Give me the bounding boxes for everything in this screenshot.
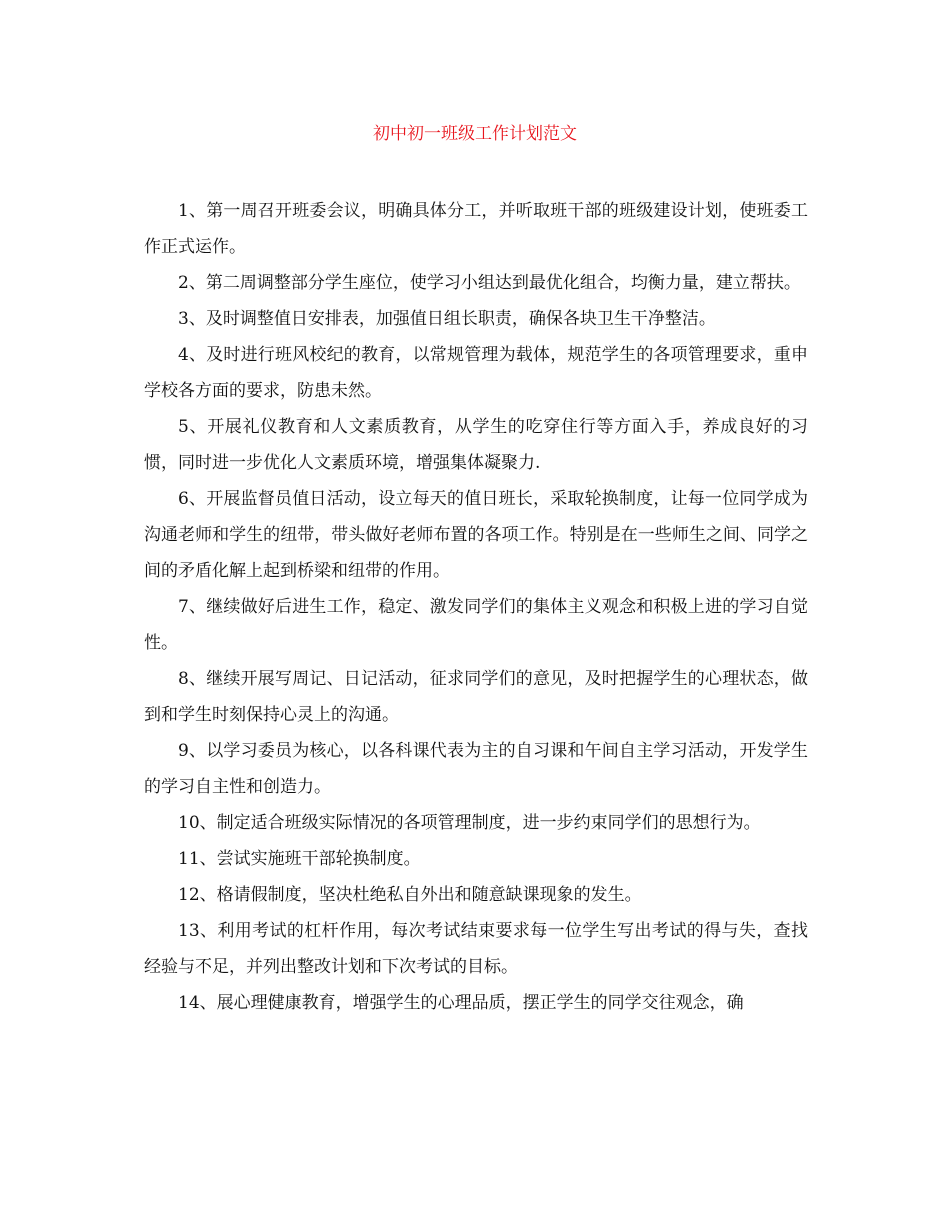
paragraph-1: 1、第一周召开班委会议，明确具体分工，并听取班干部的班级建设计划，使班委工作正式运作。 — [144, 201, 808, 257]
paragraph-14: 14、展心理健康教育，增强学生的心理品质，摆正学生的同学交往观念，确 — [178, 993, 744, 1013]
paragraph-7: 7、继续做好后进生工作，稳定、激发同学们的集体主义观念和积极上进的学习自觉性。 — [144, 597, 808, 653]
paragraph-13: 13、利用考试的杠杆作用，每次考试结束要求每一位学生写出考试的得与失，查找经验与不足，并列出整改计划和下次考试的目标。 — [144, 921, 808, 977]
paragraph-3: 3、及时调整值日安排表，加强值日组长职责，确保各块卫生干净整洁。 — [178, 309, 716, 329]
paragraph-4: 4、及时进行班风校纪的教育，以常规管理为载体，规范学生的各项管理要求，重申学校各方面的要求，防患未然。 — [144, 345, 808, 401]
paragraph-10: 10、制定适合班级实际情况的各项管理制度，进一步约束同学们的思想行为。 — [178, 813, 761, 833]
document-body — [144, 193, 808, 1021]
paragraph-2: 2、第二周调整部分学生座位，使学习小组达到最优化组合，均衡力量，建立帮扶。 — [178, 273, 801, 293]
paragraph-9: 9、以学习委员为核心，以各科课代表为主的自习课和午间自主学习活动，开发学生的学习自主性和创造力。 — [144, 741, 808, 797]
paragraph-8: 8、继续开展写周记、日记活动，征求同学们的意见，及时把握学生的心理状态，做到和学生时刻保持心灵上的沟通。 — [144, 669, 808, 725]
paragraph-6: 6、开展监督员值日活动，设立每天的值日班长，采取轮换制度，让每一位同学成为沟通老师和学生的纽带，带头做好老师布置的各项工作。特别是在一些师生之间、同学之间的矛盾化解上起到桥梁和纽带的作用。 — [144, 489, 808, 581]
paragraph-5: 5、开展礼仪教育和人文素质教育，从学生的吃穿住行等方面入手，养成良好的习惯，同时进一步优化人文素质环境，增强集体凝聚力. — [144, 417, 808, 473]
paragraph-12: 12、格请假制度，坚决杜绝私自外出和随意缺课现象的发生。 — [178, 885, 642, 905]
document-title: 初中初一班级工作计划范文 — [373, 124, 577, 144]
paragraph-11: 11、尝试实施班干部轮换制度。 — [178, 849, 421, 869]
